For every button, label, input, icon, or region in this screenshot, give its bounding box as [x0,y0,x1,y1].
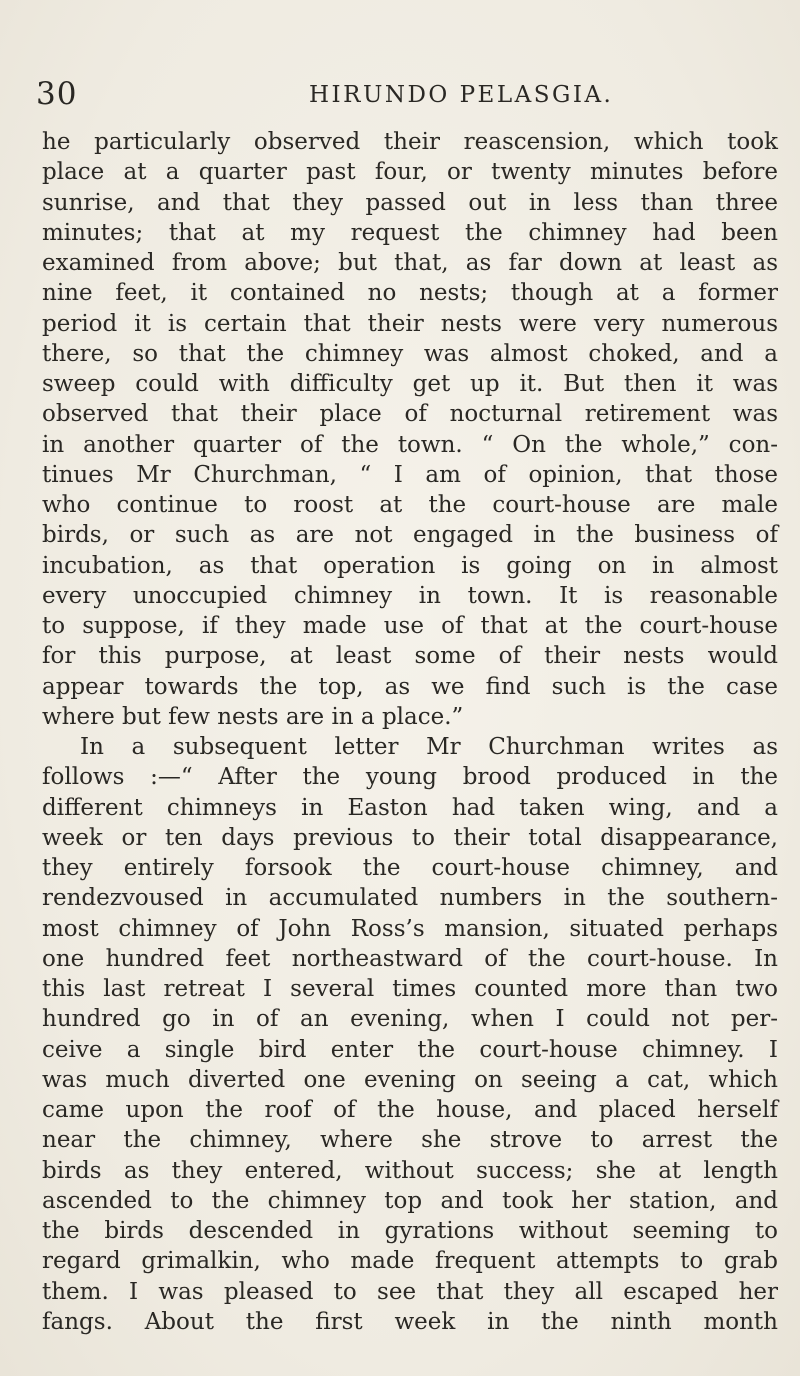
text-line: nine feet, it contained no nests; though at a former [42,280,778,307]
text-line: they entirely forsook the court-house chimney, and [42,855,778,881]
text-line: this last retreat I several times counted more than two [42,976,778,1002]
text-line: there, so that the chimney was almost choked, and a [42,340,778,367]
text-line: for this purpose, at least some of their nests would [42,643,778,670]
text-line: who continue to roost at the court-house are male [42,492,778,518]
text-line: sweep could with difficulty get up it. But then it was [42,371,778,397]
text-line: in another quarter of the town. “ On the whole,” con- [42,431,778,458]
text-line: different chimneys in Easton had taken wing, and a [42,794,778,821]
paragraph-start-line: In a subsequent letter Mr Churchman writes as [80,734,778,760]
text-line: was much diverted one evening on seeing a cat, which [42,1066,778,1093]
paragraph-end-line: where but few nests are in a place.” [42,703,464,730]
text-line: sunrise, and that they passed out in less than three [42,189,778,216]
text-line: tinues Mr Churchman, “ I am of opinion, that those [42,461,778,488]
text-line: them. I was pleased to see that they all escaped her [42,1278,778,1305]
text-line: ceive a single bird enter the court-house chimney. I [42,1036,778,1063]
text-line: period it is certain that their nests were very numerous [42,310,778,337]
text-line: most chimney of John Ross’s mansion, situated perhaps [42,915,778,942]
text-line: follows :—“ After the young brood produced in the [42,764,778,791]
text-line: examined from above; but that, as far down at least as [42,250,778,276]
text-line: came upon the roof of the house, and placed herself [42,1097,778,1123]
text-line: place at a quarter past four, or twenty minutes before [42,159,778,186]
page-number: 30 [36,76,78,112]
text-line: birds, or such as are not engaged in the business of [42,522,778,549]
text-line: hundred go in of an evening, when I could not per- [42,1006,778,1033]
text-line: observed that their place of nocturnal retirement was [42,401,778,428]
text-line: birds as they entered, without success; she at length [42,1157,778,1184]
text-line: ascended to the chimney top and took her station, and [42,1187,778,1214]
body-text [42,127,778,1337]
text-line: regard grimalkin, who made frequent attempts to grab [42,1248,778,1275]
text-line: week or ten days previous to their total disappearance, [42,824,778,851]
text-line: appear towards the top, as we find such is the case [42,673,778,700]
running-title: HIRUNDO PELASGIA. [309,82,614,108]
text-line: near the chimney, where she strove to arrest the [42,1127,778,1154]
text-line: one hundred feet northeastward of the court-house. In [42,945,778,972]
text-line: fangs. About the first week in the ninth month [42,1308,778,1335]
text-line: every unoccupied chimney in town. It is reasonable [42,582,778,609]
running-head [36,76,776,116]
text-line: rendezvoused in accumulated numbers in the southern- [42,885,778,912]
text-line: incubation, as that operation is going on in almost [42,552,778,579]
text-line: he particularly observed their reascension, which took [42,129,778,155]
text-line: to suppose, if they made use of that at the court-house [42,613,778,639]
text-line: the birds descended in gyrations without seeming to [42,1218,778,1244]
text-line: minutes; that at my request the chimney had been [42,219,778,246]
